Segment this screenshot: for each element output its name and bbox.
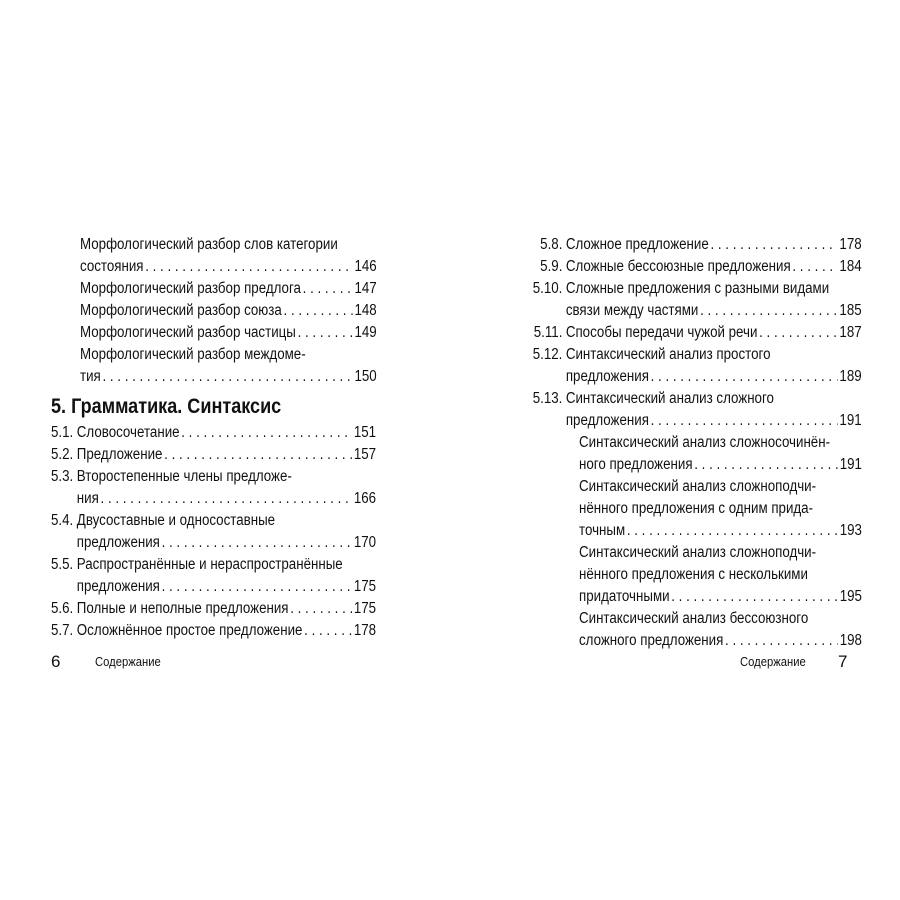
- dot-leader: [792, 256, 837, 278]
- toc-entry: [528, 300, 862, 322]
- toc-entry: [80, 344, 377, 366]
- toc-entry-number: 5.12.: [532, 346, 563, 363]
- toc-entry: [579, 432, 862, 454]
- toc-entry: [528, 256, 862, 278]
- toc-entry: [80, 322, 377, 344]
- toc-entry-page: 198: [839, 632, 862, 649]
- toc-entry-text: тия: [80, 368, 101, 385]
- toc-entry-page: 178: [839, 236, 862, 253]
- toc-entry-text: Предложение: [76, 446, 163, 463]
- toc-entry-text: Морфологический разбор предлога: [80, 280, 301, 297]
- toc-entry-page: 151: [353, 424, 377, 441]
- toc-entry: [51, 532, 376, 554]
- dot-leader: [303, 278, 353, 300]
- right-page: [450, 0, 900, 900]
- toc-entry: [579, 520, 862, 542]
- dot-leader: [627, 520, 838, 542]
- toc-entry-page: 148: [354, 302, 377, 319]
- toc-entry: [579, 586, 862, 608]
- dot-leader: [145, 256, 352, 278]
- toc-entry: [51, 576, 376, 598]
- dot-leader: [102, 366, 352, 388]
- toc-entry-text: сложного предложения: [579, 632, 724, 649]
- toc-entry: [80, 300, 377, 322]
- toc-entry-page: 191: [839, 456, 862, 473]
- toc-entry-page: 191: [839, 412, 862, 429]
- toc-entry-page: 166: [353, 490, 377, 507]
- toc-entry-text: Распространённые и нераспространённые: [76, 556, 343, 573]
- toc-entry-page: 175: [353, 578, 377, 595]
- toc-entry: [51, 554, 376, 576]
- toc-entry: [528, 388, 862, 410]
- toc-entry-text: Морфологический разбор частицы: [80, 324, 296, 341]
- toc-entry: [51, 510, 376, 532]
- toc-entry-text: Синтаксический анализ сложноподчи-: [579, 544, 817, 561]
- toc-entry-text: Синтаксический анализ сложного: [565, 390, 774, 407]
- toc-entry-text: предложения: [76, 534, 160, 551]
- dot-leader: [700, 300, 838, 322]
- toc-entry: [80, 366, 377, 388]
- toc-entry-number: 5.5.: [51, 556, 74, 573]
- page-number: 6: [51, 652, 61, 671]
- toc-entry: [579, 476, 862, 498]
- dot-leader: [725, 630, 838, 652]
- toc-entry: [51, 488, 376, 510]
- toc-entry-text: Морфологический разбор союза: [80, 302, 282, 319]
- dot-leader: [671, 586, 838, 608]
- toc-entry-page: 187: [839, 324, 862, 341]
- toc-entry-page: 189: [839, 368, 862, 385]
- toc-entry: [51, 620, 376, 642]
- dot-leader: [694, 454, 838, 476]
- toc-entry-page: 193: [839, 522, 862, 539]
- dot-leader: [181, 422, 352, 444]
- toc-entry-text: Второстепенные члены предложе-: [76, 468, 292, 485]
- toc-entry: [528, 410, 862, 432]
- dot-leader: [651, 366, 838, 388]
- toc-entry: [528, 278, 862, 300]
- toc-entry-number: 5.4.: [51, 512, 74, 529]
- toc-entry-text: ния: [76, 490, 99, 507]
- toc-entry-text: предложения: [565, 368, 649, 385]
- running-footer: Содержание: [740, 655, 806, 669]
- toc-entry-text: Двусоставные и односоставные: [76, 512, 276, 529]
- dot-leader: [304, 620, 352, 642]
- toc-entry-text: Сложные бессоюзные предложения: [565, 258, 791, 275]
- dot-leader: [284, 300, 353, 322]
- toc-entry: [51, 598, 376, 620]
- toc-entry-text: Синтаксический анализ простого: [565, 346, 771, 363]
- toc-entry-number: 5.6.: [51, 600, 74, 617]
- toc-entry: [579, 542, 862, 564]
- dot-leader: [162, 576, 353, 598]
- toc-entry: [528, 344, 862, 366]
- toc-entry-text: Синтаксический анализ сложносочинён-: [579, 434, 831, 451]
- toc-entry-page: 149: [354, 324, 377, 341]
- dot-leader: [298, 322, 353, 344]
- toc-entry-text: Сложные предложения с разными видами: [565, 280, 830, 297]
- toc-entry-page: 185: [839, 302, 862, 319]
- dot-leader: [759, 322, 838, 344]
- dot-leader: [651, 410, 838, 432]
- dot-leader: [164, 444, 352, 466]
- toc-entry-number: 5.3.: [51, 468, 74, 485]
- toc-entry-text: Полные и неполные предложения: [76, 600, 289, 617]
- toc-entry: [528, 234, 862, 256]
- toc-entry-text: связи между частями: [565, 302, 699, 319]
- toc-entry-text: Сложное предложение: [565, 236, 709, 253]
- toc-entry-page: 178: [353, 622, 377, 639]
- toc-entry: [579, 498, 862, 520]
- dot-leader: [162, 532, 353, 554]
- toc-entry-text: Морфологический разбор междоме-: [80, 346, 306, 363]
- toc-entry-text: нённого предложения с несколькими: [579, 566, 808, 583]
- toc-entry: [51, 422, 376, 444]
- toc-entry: [528, 366, 862, 388]
- toc-entry-page: 150: [354, 368, 377, 385]
- toc-entry-text: Синтаксический анализ бессоюзного: [579, 610, 809, 627]
- toc-entry-text: предложения: [76, 578, 160, 595]
- toc-entry-page: 184: [839, 258, 862, 275]
- toc-entry-page: 170: [353, 534, 377, 551]
- toc-entry-page: 195: [839, 588, 862, 605]
- toc-entry-text: предложения: [565, 412, 649, 429]
- toc-entry-text: Морфологический разбор слов категории: [80, 236, 338, 253]
- section-heading: 5. Грамматика. Синтаксис: [51, 395, 282, 418]
- toc-entry: [80, 256, 377, 278]
- toc-entry: [80, 278, 377, 300]
- toc-entry: [579, 564, 862, 586]
- toc-entry: [579, 630, 862, 652]
- page-number: 7: [838, 652, 848, 671]
- toc-entry-number: 5.9.: [540, 258, 563, 275]
- toc-entry-page: 157: [353, 446, 377, 463]
- toc-entry-number: 5.13.: [532, 390, 563, 407]
- dot-leader: [290, 598, 352, 620]
- toc-entry-text: точным: [579, 522, 626, 539]
- toc-entry-number: 5.10.: [532, 280, 563, 297]
- toc-entry-number: 5.7.: [51, 622, 74, 639]
- toc-entry-text: состояния: [80, 258, 144, 275]
- toc-entry: [579, 454, 862, 476]
- toc-entry: [579, 608, 862, 630]
- toc-entry-page: 175: [353, 600, 377, 617]
- toc-entry-text: ного предложения: [579, 456, 693, 473]
- running-footer: Содержание: [95, 655, 161, 669]
- toc-entry-text: Словосочетание: [76, 424, 180, 441]
- toc-entry-text: Синтаксический анализ сложноподчи-: [579, 478, 817, 495]
- toc-entry-page: 147: [354, 280, 377, 297]
- toc-entry-page: 146: [354, 258, 377, 275]
- toc-entry: [51, 444, 376, 466]
- toc-entry-text: придаточными: [579, 588, 670, 605]
- toc-entry-text: Осложнённое простое предложение: [76, 622, 303, 639]
- toc-entry-text: нённого предложения с одним прида-: [579, 500, 814, 517]
- toc-entry: [80, 234, 377, 256]
- toc-entry-number: 5.8.: [540, 236, 563, 253]
- toc-entry-number: 5.11.: [533, 324, 563, 341]
- toc-entry: [51, 466, 376, 488]
- toc-entry: [528, 322, 862, 344]
- toc-entry-text: Способы передачи чужой речи: [565, 324, 758, 341]
- dot-leader: [710, 234, 837, 256]
- dot-leader: [101, 488, 353, 510]
- toc-entry-number: 5.2.: [51, 446, 74, 463]
- toc-entry-number: 5.1.: [51, 424, 74, 441]
